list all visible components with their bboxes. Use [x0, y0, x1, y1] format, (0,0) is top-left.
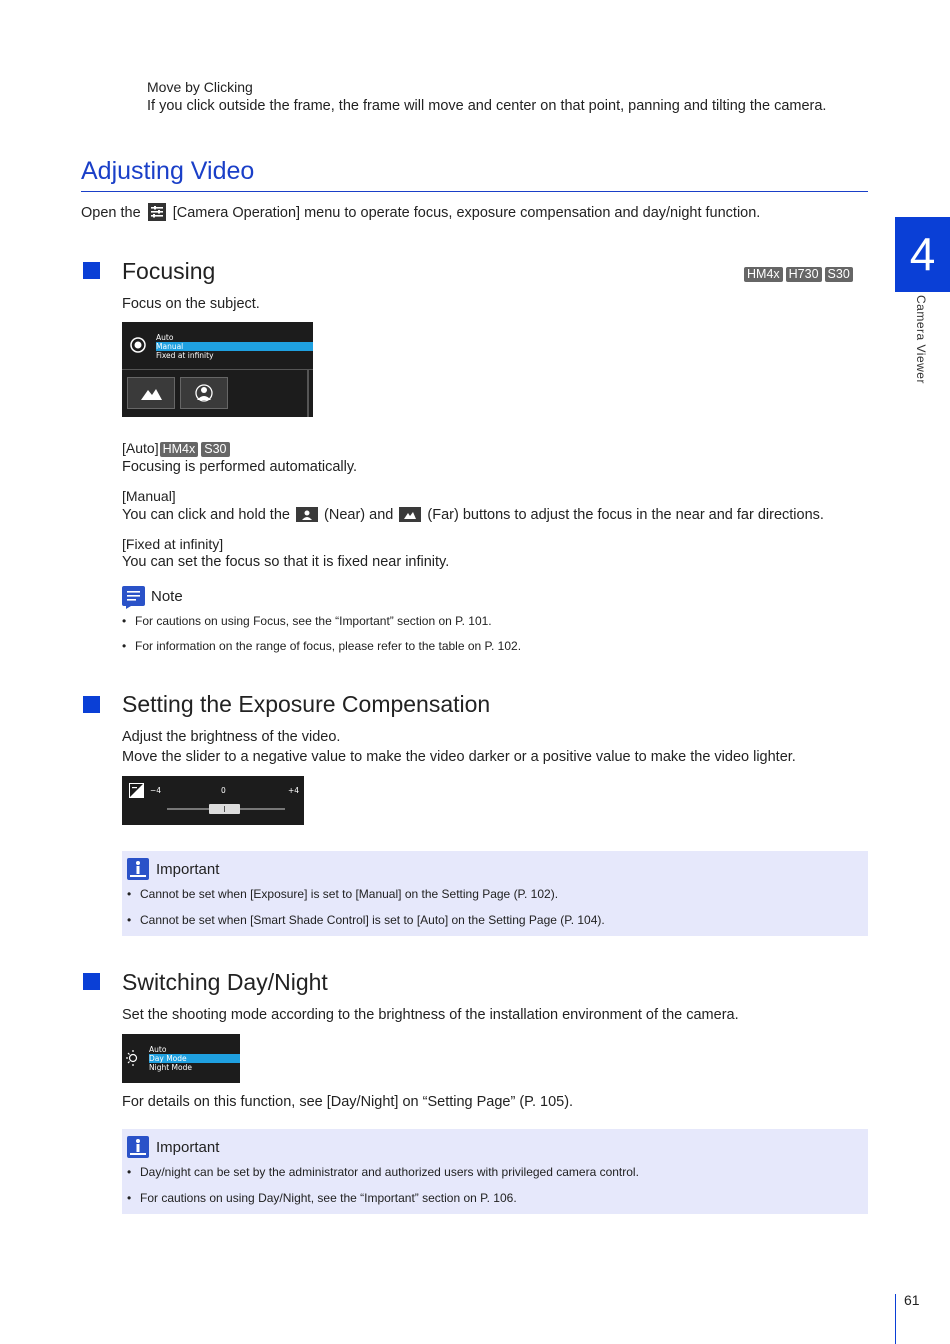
focusing-square-bullet	[83, 262, 100, 279]
manual-text	[122, 506, 824, 525]
chapter-number-tab: 4	[895, 217, 950, 292]
slider-mid-label: 0	[221, 786, 226, 795]
model-badge: S30	[825, 267, 853, 282]
slider-max-label: +4	[288, 786, 300, 795]
far-icon	[399, 507, 421, 522]
divider	[122, 369, 313, 370]
page-number-rule	[895, 1294, 896, 1344]
daynight-lead: Set the shooting mode according to the brightness of the installation environment of the camera.	[122, 1007, 739, 1023]
important-item: • Cannot be set when [Smart Shade Control] is set to [Auto] on the Setting Page (P. 104).	[140, 912, 605, 928]
manual-text-2: (Near) and	[324, 507, 394, 523]
model-badge: H730	[786, 267, 822, 282]
daynight-menu-item-day[interactable]: Day Mode	[149, 1054, 240, 1063]
note-title: Note	[151, 588, 183, 605]
infinity-label: [Fixed at infinity]	[122, 536, 224, 552]
focusing-model-badges	[741, 265, 853, 283]
model-badge: S30	[201, 442, 229, 457]
model-badge: HM4x	[744, 267, 783, 282]
note-icon	[122, 586, 145, 609]
exposure-icon	[129, 783, 144, 798]
focusing-title: Focusing	[122, 258, 216, 284]
daynight-menu-screenshot	[122, 1034, 240, 1083]
important-item: • For cautions on using Day/Night, see the “Important” section on P. 106.	[140, 1190, 517, 1206]
daynight-title: Switching Day/Night	[122, 969, 328, 995]
divider	[307, 370, 309, 417]
model-badge: HM4x	[160, 442, 199, 457]
manual-label: [Manual]	[122, 488, 176, 504]
focus-menu-screenshot	[122, 322, 313, 417]
note-item: • For cautions on using Focus, see the “Important” section on P. 101.	[135, 613, 492, 629]
infinity-text: You can set the focus so that it is fixed near infinity.	[122, 554, 450, 570]
section-rule	[81, 191, 868, 192]
note-item: • For information on the range of focus, please refer to the table on P. 102.	[135, 638, 521, 654]
auto-label: [Auto]	[122, 440, 159, 456]
chapter-label: Camera Viewer	[914, 295, 928, 384]
near-icon	[296, 507, 318, 522]
exposure-slider-screenshot	[122, 776, 304, 825]
far-button[interactable]	[127, 377, 175, 409]
exposure-title: Setting the Exposure Compensation	[122, 691, 491, 717]
daynight-important-box	[122, 1129, 868, 1214]
manual-text-3: (Far) buttons to adjust the focus in the near and far directions.	[427, 507, 824, 523]
subheading-move-by-clicking: Move by Clicking	[147, 79, 253, 95]
important-title: Important	[156, 861, 220, 878]
section-intro-before: Open the	[81, 205, 141, 221]
slider-min-label: −4	[150, 786, 162, 795]
auto-text: Focusing is performed automatically.	[122, 459, 358, 475]
focusing-lead: Focus on the subject.	[122, 296, 260, 312]
daynight-details: For details on this function, see [Day/Night] on “Setting Page” (P. 105).	[122, 1094, 574, 1110]
exposure-line1: Adjust the brightness of the video.	[122, 729, 341, 745]
section-intro-after: [Camera Operation] menu to operate focus, exposure compensation and day/night function.	[172, 205, 761, 221]
intro-text: If you click outside the frame, the frame will move and center on that point, panning and tilting the camera.	[147, 98, 827, 114]
camera-operation-icon	[148, 203, 166, 221]
daynight-menu-item-night[interactable]: Night Mode	[149, 1063, 192, 1072]
auto-label-line	[122, 439, 230, 457]
exposure-line2: Move the slider to a negative value to make the video darker or a positive value to make the video lighter.	[122, 749, 796, 765]
exposure-square-bullet	[83, 696, 100, 713]
important-item: • Day/night can be set by the administrator and authorized users with privileged camera control.	[140, 1164, 639, 1180]
daynight-square-bullet	[83, 973, 100, 990]
important-icon	[127, 1136, 149, 1158]
daynight-icon	[125, 1048, 145, 1068]
section-intro	[81, 203, 760, 223]
manual-text-1: You can click and hold the	[122, 507, 290, 523]
slider-thumb[interactable]	[209, 804, 240, 814]
focus-icon	[129, 336, 147, 354]
focus-menu-item-infinity[interactable]: Fixed at infinity	[156, 351, 214, 360]
daynight-menu-item-auto[interactable]: Auto	[149, 1045, 167, 1054]
near-button[interactable]	[180, 377, 228, 409]
important-icon	[127, 858, 149, 880]
focus-menu-item-auto[interactable]: Auto	[156, 333, 174, 342]
important-item: • Cannot be set when [Exposure] is set to [Manual] on the Setting Page (P. 102).	[140, 886, 558, 902]
page-number: 61	[904, 1292, 920, 1308]
important-title: Important	[156, 1139, 220, 1156]
focus-menu-item-manual[interactable]: Manual	[156, 342, 313, 351]
exposure-important-box	[122, 851, 868, 936]
section-title: Adjusting Video	[81, 157, 255, 185]
